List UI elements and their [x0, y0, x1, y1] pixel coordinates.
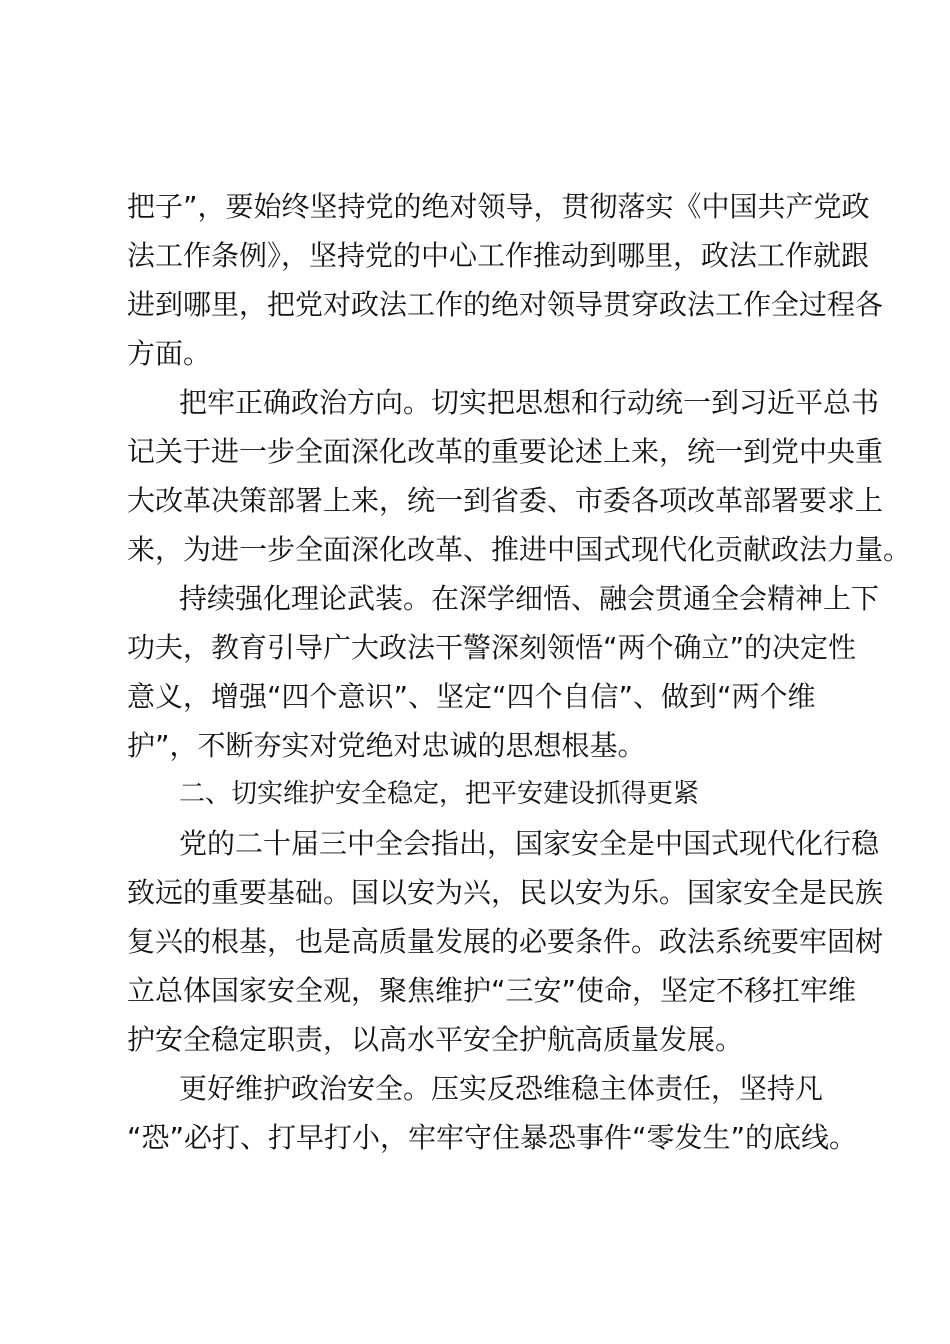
paragraph-4-line-1: 党的二十届三中全会指出，国家安全是中国式现代化行稳: [179, 827, 880, 860]
paragraph-1-line-3: 进到哪里，把党对政法工作的绝对领导贯穿政法工作全过程各: [127, 288, 884, 321]
paragraph-5-line-2: “恐”必打、打早打小，牢牢守住暴恐事件“零发生”的底线。: [127, 1121, 858, 1154]
paragraph-4-line-5: 护安全稳定职责，以高水平安全护航高质量发展。: [127, 1023, 744, 1056]
paragraph-3-line-3: 意义，增强“四个意识”、坚定“四个自信”、做到“两个维: [127, 680, 816, 713]
section-heading: 二、切实维护安全稳定，把平安建设抓得更紧: [179, 779, 700, 809]
paragraph-4-line-4: 立总体国家安全观，聚焦维护“三安”使命，坚定不移扛牢维: [127, 974, 857, 1007]
paragraph-2-line-2: 记关于进一步全面深化改革的重要论述上来，统一到党中央重: [127, 435, 884, 468]
document-body: [127, 182, 912, 1162]
paragraph-1-line-1: 把子”，要始终坚持党的绝对领导，贯彻落实《中国共产党政: [127, 190, 870, 223]
paragraph-5-line-1: 更好维护政治安全。压实反恐维稳主体责任，坚持凡: [179, 1072, 824, 1105]
paragraph-3-line-4: 护”，不断夯实对党绝对忠诚的思想根基。: [127, 729, 646, 762]
paragraph-4-line-2: 致远的重要基础。国以安为兴，民以安为乐。国家安全是民族: [127, 876, 884, 909]
paragraph-2-line-4: 来，为进一步全面深化改革、推进中国式现代化贡献政法力量。: [127, 533, 912, 566]
paragraph-3-line-1: 持续强化理论武装。在深学细悟、融会贯通全会精神上下: [179, 582, 880, 615]
paragraph-2-line-1: 把牢正确政治方向。切实把思想和行动统一到习近平总书: [179, 386, 880, 419]
paragraph-4-line-3: 复兴的根基，也是高质量发展的必要条件。政法系统要牢固树: [127, 925, 884, 958]
paragraph-1-line-4: 方面。: [127, 337, 212, 370]
paragraph-2-line-3: 大改革决策部署上来，统一到省委、市委各项改革部署要求上: [127, 484, 884, 517]
paragraph-3-line-2: 功夫，教育引导广大政法干警深刻领悟“两个确立”的决定性: [127, 631, 857, 664]
paragraph-1-line-2: 法工作条例》，坚持党的中心工作推动到哪里，政法工作就跟: [127, 239, 870, 272]
